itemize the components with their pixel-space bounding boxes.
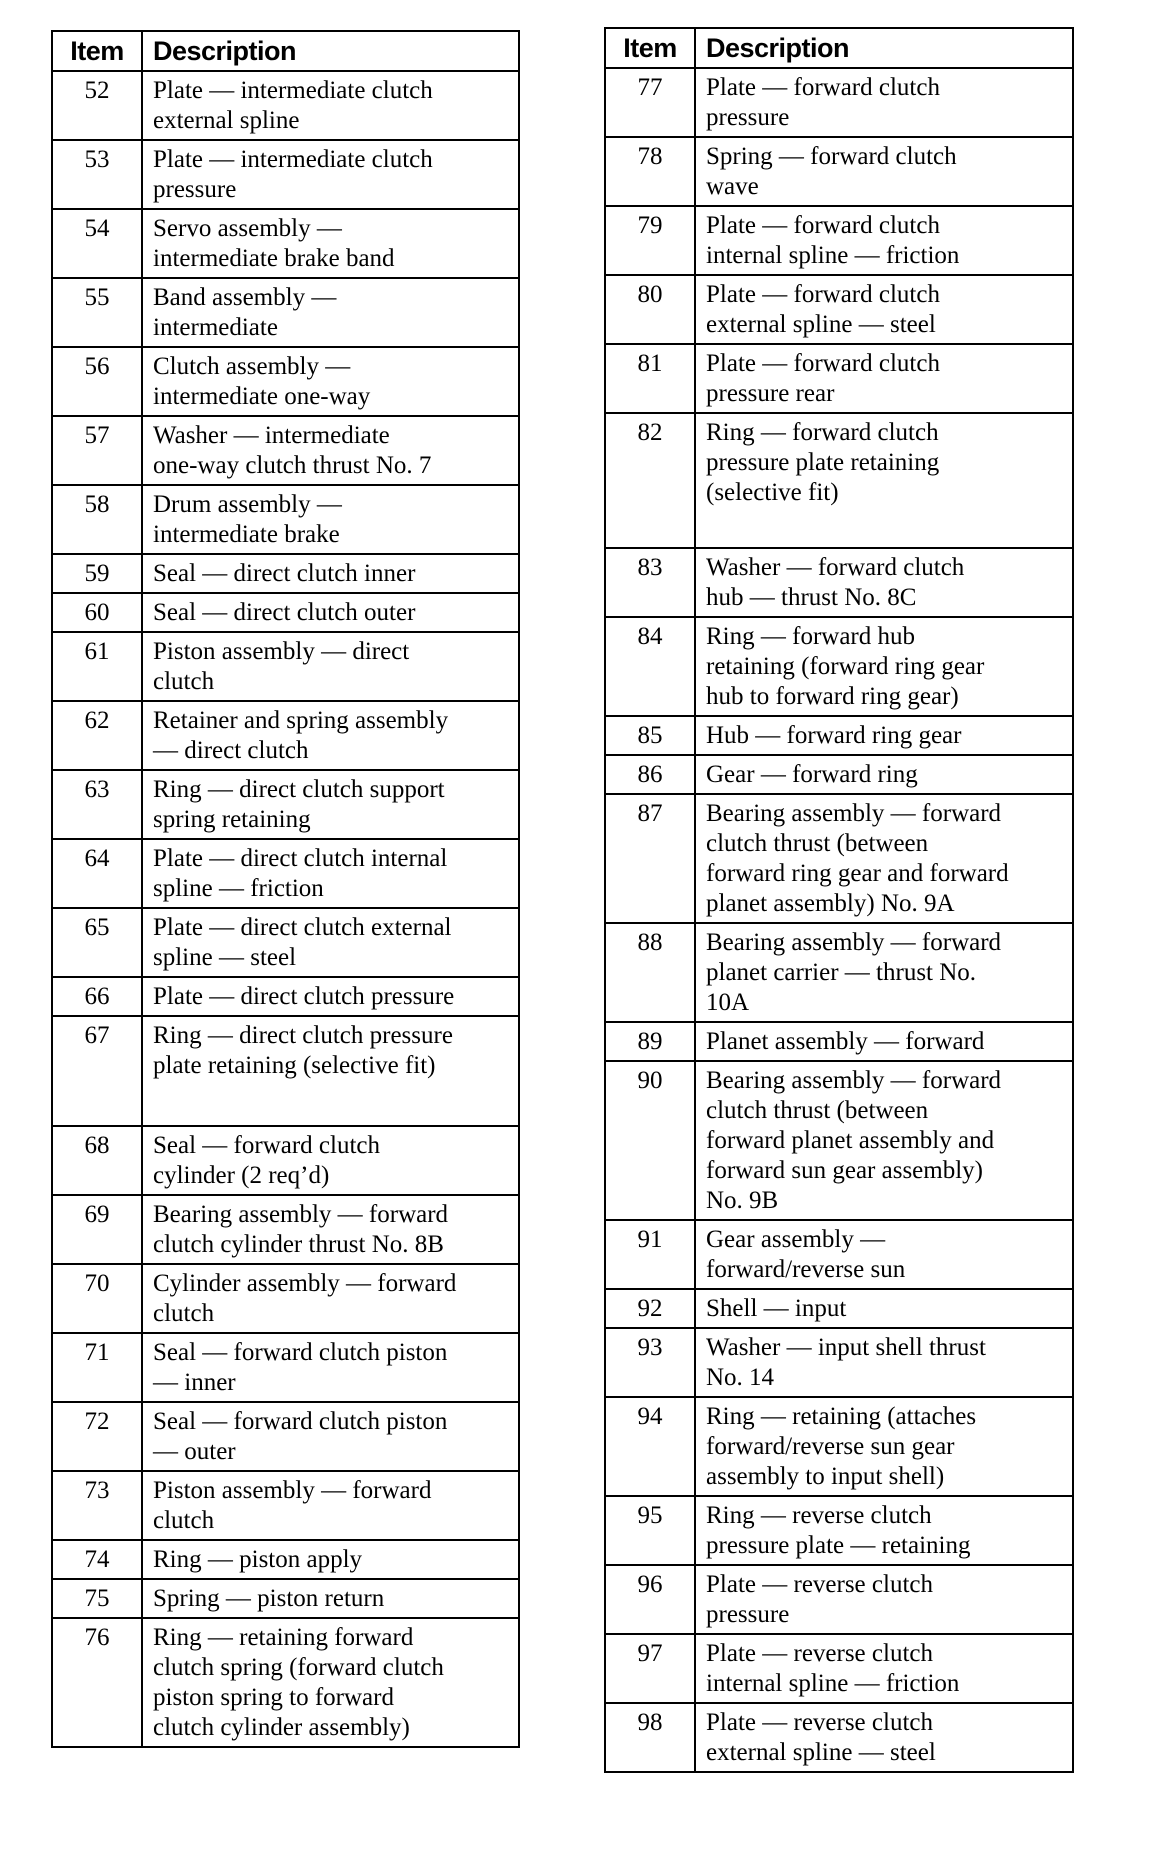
table-row: [605, 617, 1073, 716]
item-description: Bearing assembly — forward clutch thrust (between forward planet assembly and forward sun gear assembly) No. 9B: [695, 1061, 1073, 1220]
table-row: [52, 1540, 519, 1579]
table-row: [52, 347, 519, 416]
item-number: 79: [605, 206, 695, 275]
table-row: [605, 1703, 1073, 1772]
table-row: [605, 755, 1073, 794]
item-description: Seal — forward clutch cylinder (2 req’d): [142, 1126, 519, 1195]
table-row: [52, 632, 519, 701]
table-row: [605, 1397, 1073, 1496]
item-number: 93: [605, 1328, 695, 1397]
item-number: 74: [52, 1540, 142, 1579]
item-number: 96: [605, 1565, 695, 1634]
item-number: 59: [52, 554, 142, 593]
table-row: [605, 923, 1073, 1022]
table-row: [605, 1022, 1073, 1061]
table-row: [605, 1220, 1073, 1289]
item-column-header: Item: [52, 31, 142, 71]
table-row: [605, 1061, 1073, 1220]
table-row: [52, 71, 519, 140]
table-row: [605, 206, 1073, 275]
item-description: Cylinder assembly — forward clutch: [142, 1264, 519, 1333]
item-description: Spring — forward clutch wave: [695, 137, 1073, 206]
table-row: [52, 1618, 519, 1747]
item-number: 86: [605, 755, 695, 794]
table-row: [605, 1634, 1073, 1703]
item-description: Plate — intermediate clutch pressure: [142, 140, 519, 209]
item-description: Plate — forward clutch pressure: [695, 68, 1073, 137]
table-row: [52, 593, 519, 632]
table-row: [52, 140, 519, 209]
item-number: 60: [52, 593, 142, 632]
table-row: [52, 1195, 519, 1264]
item-number: 71: [52, 1333, 142, 1402]
item-number: 85: [605, 716, 695, 755]
item-number: 98: [605, 1703, 695, 1772]
table-row: [52, 278, 519, 347]
item-description: Piston assembly — direct clutch: [142, 632, 519, 701]
table-row: [52, 701, 519, 770]
description-column-header: Description: [142, 31, 519, 71]
item-description: Servo assembly — intermediate brake band: [142, 209, 519, 278]
item-number: 52: [52, 71, 142, 140]
item-description: Ring — retaining (attaches forward/reverse sun gear assembly to input shell): [695, 1397, 1073, 1496]
item-description: Bearing assembly — forward clutch thrust (between forward ring gear and forward planet assembly) No. 9A: [695, 794, 1073, 923]
item-number: 95: [605, 1496, 695, 1565]
table-row: [52, 908, 519, 977]
item-description: Plate — forward clutch pressure rear: [695, 344, 1073, 413]
item-number: 64: [52, 839, 142, 908]
item-description: Plate — direct clutch external spline — steel: [142, 908, 519, 977]
header-row: [52, 31, 519, 71]
item-description: Plate — forward clutch internal spline — friction: [695, 206, 1073, 275]
item-description: Plate — intermediate clutch external spline: [142, 71, 519, 140]
item-number: 54: [52, 209, 142, 278]
table-row: [52, 1126, 519, 1195]
item-number: 70: [52, 1264, 142, 1333]
table-row: [605, 68, 1073, 137]
table-row: [605, 548, 1073, 617]
table-row: [52, 485, 519, 554]
item-number: 90: [605, 1061, 695, 1220]
item-description: Plate — forward clutch external spline — steel: [695, 275, 1073, 344]
item-number: 77: [605, 68, 695, 137]
item-number: 66: [52, 977, 142, 1016]
item-number: 73: [52, 1471, 142, 1540]
item-description: Washer — forward clutch hub — thrust No. 8C: [695, 548, 1073, 617]
item-number: 68: [52, 1126, 142, 1195]
item-number: 92: [605, 1289, 695, 1328]
table-row: [52, 770, 519, 839]
table-row: [605, 716, 1073, 755]
table-row: [605, 1565, 1073, 1634]
item-number: 67: [52, 1016, 142, 1126]
item-description: Hub — forward ring gear: [695, 716, 1073, 755]
item-description: Plate — reverse clutch external spline — steel: [695, 1703, 1073, 1772]
item-description: Shell — input: [695, 1289, 1073, 1328]
item-description: Ring — reverse clutch pressure plate — retaining: [695, 1496, 1073, 1565]
item-number: 63: [52, 770, 142, 839]
table-row: [52, 1264, 519, 1333]
item-description: Band assembly — intermediate: [142, 278, 519, 347]
item-number: 75: [52, 1579, 142, 1618]
table-row: [605, 1496, 1073, 1565]
table-row: [605, 794, 1073, 923]
item-description: Seal — forward clutch piston — outer: [142, 1402, 519, 1471]
table-row: [605, 413, 1073, 548]
item-description: Ring — direct clutch pressure plate retaining (selective fit): [142, 1016, 519, 1126]
item-description: Drum assembly — intermediate brake: [142, 485, 519, 554]
description-column-header: Description: [695, 28, 1073, 68]
table-row: [52, 977, 519, 1016]
item-number: 84: [605, 617, 695, 716]
item-number: 97: [605, 1634, 695, 1703]
table-row: [52, 209, 519, 278]
item-number: 91: [605, 1220, 695, 1289]
item-description: Ring — forward hub retaining (forward ring gear hub to forward ring gear): [695, 617, 1073, 716]
item-description: Gear — forward ring: [695, 755, 1073, 794]
table-row: [52, 1016, 519, 1126]
item-number: 58: [52, 485, 142, 554]
item-description: Ring — forward clutch pressure plate retaining (selective fit): [695, 413, 1073, 548]
item-description: Washer — intermediate one-way clutch thrust No. 7: [142, 416, 519, 485]
item-description: Plate — direct clutch internal spline — friction: [142, 839, 519, 908]
item-number: 57: [52, 416, 142, 485]
parts-table-right: [604, 27, 1074, 1773]
item-description: Seal — direct clutch outer: [142, 593, 519, 632]
item-number: 82: [605, 413, 695, 548]
item-description: Plate — reverse clutch pressure: [695, 1565, 1073, 1634]
table-row: [52, 554, 519, 593]
item-number: 56: [52, 347, 142, 416]
table-row: [52, 1579, 519, 1618]
table-row: [605, 137, 1073, 206]
item-description: Ring — retaining forward clutch spring (forward clutch piston spring to forward clutch cylinder assembly): [142, 1618, 519, 1747]
item-description: Washer — input shell thrust No. 14: [695, 1328, 1073, 1397]
table-row: [605, 1328, 1073, 1397]
item-description: Plate — direct clutch pressure: [142, 977, 519, 1016]
table-row: [605, 344, 1073, 413]
item-description: Ring — piston apply: [142, 1540, 519, 1579]
table-row: [52, 416, 519, 485]
table-row: [605, 1289, 1073, 1328]
item-number: 94: [605, 1397, 695, 1496]
item-description: Spring — piston return: [142, 1579, 519, 1618]
parts-table-left: [51, 30, 520, 1748]
item-description: Seal — direct clutch inner: [142, 554, 519, 593]
item-number: 55: [52, 278, 142, 347]
item-description: Seal — forward clutch piston — inner: [142, 1333, 519, 1402]
item-description: Planet assembly — forward: [695, 1022, 1073, 1061]
item-number: 78: [605, 137, 695, 206]
table-row: [52, 1333, 519, 1402]
item-number: 69: [52, 1195, 142, 1264]
item-description: Retainer and spring assembly — direct clutch: [142, 701, 519, 770]
item-description: Plate — reverse clutch internal spline — friction: [695, 1634, 1073, 1703]
item-description: Piston assembly — forward clutch: [142, 1471, 519, 1540]
item-number: 62: [52, 701, 142, 770]
item-description: Bearing assembly — forward clutch cylinder thrust No. 8B: [142, 1195, 519, 1264]
item-number: 87: [605, 794, 695, 923]
item-number: 83: [605, 548, 695, 617]
item-number: 72: [52, 1402, 142, 1471]
item-number: 88: [605, 923, 695, 1022]
item-number: 80: [605, 275, 695, 344]
item-description: Bearing assembly — forward planet carrier — thrust No. 10A: [695, 923, 1073, 1022]
item-number: 53: [52, 140, 142, 209]
item-number: 76: [52, 1618, 142, 1747]
header-row: [605, 28, 1073, 68]
table-row: [52, 839, 519, 908]
item-number: 61: [52, 632, 142, 701]
table-row: [52, 1402, 519, 1471]
item-description: Ring — direct clutch support spring retaining: [142, 770, 519, 839]
item-number: 81: [605, 344, 695, 413]
table-row: [605, 275, 1073, 344]
item-description: Clutch assembly — intermediate one-way: [142, 347, 519, 416]
item-number: 65: [52, 908, 142, 977]
item-number: 89: [605, 1022, 695, 1061]
item-column-header: Item: [605, 28, 695, 68]
item-description: Gear assembly — forward/reverse sun: [695, 1220, 1073, 1289]
table-row: [52, 1471, 519, 1540]
